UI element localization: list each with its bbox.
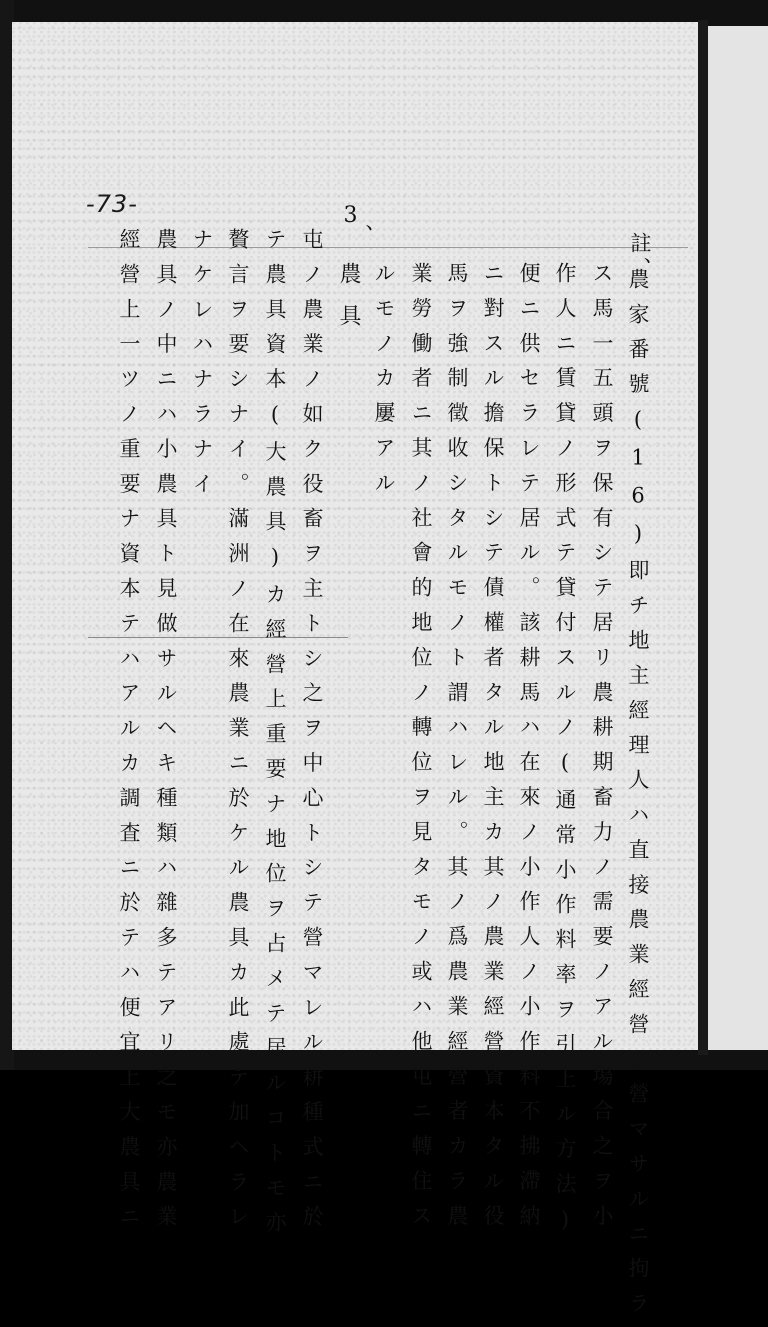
section-number: 3 xyxy=(338,203,363,228)
body-line: ナケレハナラナイ xyxy=(190,228,214,508)
note-line: ニ對スル擔保トシテ債權者タル地主カ其ノ農業經營資本タル役 xyxy=(481,262,505,1240)
crease-line xyxy=(88,247,688,248)
note-line: 馬ヲ強制徵收シタルモノト謂ハレル。其ノ爲農業經營者カラ農 xyxy=(445,262,469,1240)
body-line: 農具ノ中ニハ小農具ト見做サルヘキ種類ハ雜多テアリ之モ亦農業 xyxy=(154,228,178,1241)
adjacent-page-edge xyxy=(708,26,768,1050)
note-line: 農家番號(16)即チ地主經理人ハ直接農業經營ヲ營マサルニ拘ラ xyxy=(626,268,650,1327)
body-line: テ農具資本(大農具)カ經營上重要ナ地位ヲ占メテ居ルコトモ亦 xyxy=(263,228,287,1247)
page-gutter xyxy=(698,20,708,1055)
note-line: 作人ニ賃貸ノ形式テ貸付スルノ(通常小作料率ヲ引上ル方法) xyxy=(553,262,577,1246)
page-number: -73- xyxy=(86,190,138,218)
section-title: 農具 xyxy=(336,262,361,346)
body-line: 屯ノ農業ノ如ク役畜ヲ主トシ之ヲ中心トシテ營マレル耕種式ニ於 xyxy=(300,228,324,1241)
note-line: ルモノカ屢アル xyxy=(372,262,396,507)
body-line: 經營上一ツノ重要ナ資本テハアルカ調査ニ於テハ便宜上大農具ニ xyxy=(117,228,141,1241)
note-line: 便ニ供セラレテ居ル。該耕馬ハ在來ノ小作人ノ小作料不拂滯納 xyxy=(517,262,541,1240)
note-line: ス馬一五頭ヲ保有シテ居リ農耕期畜力ノ需要ノアル場合之ヲ小 xyxy=(590,262,614,1240)
body-line: 贅言ヲ要シナイ。滿洲ノ在來農業ニ於ケル農具カ此處テ加ヘラレ xyxy=(226,228,250,1241)
note-label: 註、 xyxy=(628,232,652,282)
section-mark: 、 xyxy=(348,224,373,246)
note-line: 業勞働者ニ其ノ社會的地位ノ轉位ヲ見タモノ或ハ他屯ニ轉住ス xyxy=(409,262,433,1240)
